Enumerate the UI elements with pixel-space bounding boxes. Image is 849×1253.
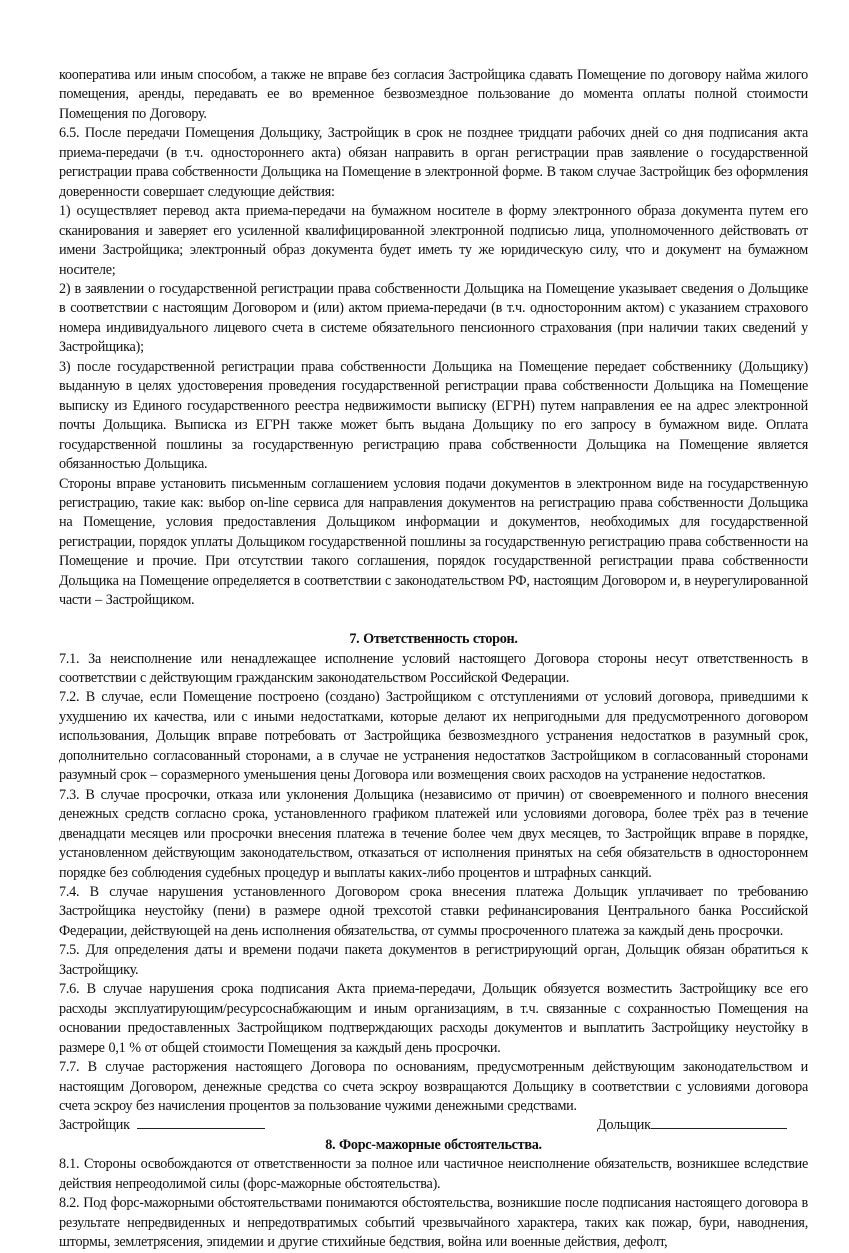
shareholder-signature-line	[651, 1114, 787, 1129]
paragraph-7-1: 7.1. За неисполнение или ненадлежащее исполнение условий настоящего Договора стороны несут ответственность в соответствии с действующим гражданским законодательством Российской Федерации.	[59, 650, 808, 687]
document-page	[59, 66, 808, 1253]
shareholder-signature-label: Дольщик	[597, 1117, 651, 1133]
paragraph-7-6: 7.6. В случае нарушения срока подписания Акта приема-передачи, Дольщик обязуется возместить Застройщику все его расходы эксплуатирующим/ресурсоснабжающим и иным организациям, в т.ч. связанные с сохранностью Помещения на основании предоставленных Застройщиком подтверждающих расходы документов и выплатить Застройщику неустойку в размере 0,1 % от общей стоимости Помещения за каждый день просрочки.	[59, 981, 808, 1056]
paragraph-8-2: 8.2. Под форс-мажорными обстоятельствами понимаются обстоятельства, возникшие после подписания настоящего договора в результате непредвиденных и непредотвратимых событий чрезвычайного характера, таких как пожар, бури, наводнения, штормы, землетрясения, эпидемии и другие стихийные бедствия, война или военные действия, дефолт,	[59, 1195, 808, 1251]
paragraph-6-5: 6.5. После передачи Помещения Дольщику, Застройщик в срок не позднее тридцати рабочих дней со дня подписания акта приема-передачи (в т.ч. одностороннего акта) обязан направить в орган регистрации прав заявление о государственной регистрации права собственности Дольщика на Помещение в электронной форме. В таком случае Застройщик без оформления доверенности совершает следующие действия:	[59, 125, 808, 200]
paragraph-7-3: 7.3. В случае просрочки, отказа или уклонения Дольщика (независимо от причин) от своевременного и полного внесения денежных средств согласно срока, установленного графиком платежей или условиями договора, более трёх раз в течение двенадцати месяцев или просрочки внесения платежа в течение более чем двух месяцев, то Застройщик вправе в порядке, установленном действующим законодательством, отказаться от исполнения принятых на себя обязательств в одностороннем порядке без соблюдения судебных процедур и выплаты каких-либо процентов и штрафных санкций.	[59, 786, 808, 881]
shareholder-signature	[597, 1114, 787, 1134]
developer-signature-line	[137, 1114, 265, 1129]
developer-signature-label: Застройщик	[59, 1117, 130, 1133]
developer-signature	[59, 1114, 265, 1134]
section-8-heading: 8. Форс-мажорные обстоятельства.	[325, 1136, 542, 1153]
paragraph-agreement: Стороны вправе установить письменным соглашением условия подачи документов в электронном виде на государственную регистрацию, такие как: выбор on-line сервиса для направления документов на регистрацию права собственности Дольщика на Помещение, условия предоставления Дольщиком информации и документов, необходимых для государственной регистрации, порядок уплаты Дольщиком государственной пошлины за государственную регистрацию права собственности на Помещение и прочие. При отсутствии такого соглашения, порядок государственной регистрации права собственности Дольщика на Помещение определяется в соответствии с законодательством РФ, настоящим Договором и, в неурегулированной части – Застройщиком.	[59, 475, 808, 609]
paragraph: кооператива или иным способом, а также не вправе без согласия Застройщика сдавать Помещение по договору найма жилого помещения, аренды, передавать ее во временное безвозмездное пользование до момента оплаты полной стоимости Помещения по Договору.	[59, 67, 808, 122]
paragraph-8-1: 8.1. Стороны освобождаются от ответственности за полное или частичное неисполнение обязательств, возникшее вследствие действия непреодолимой силы (форс-мажорные обстоятельства).	[59, 1156, 808, 1192]
section-7-heading: 7. Ответственность сторон.	[349, 631, 518, 648]
paragraph-7-7: 7.7. В случае расторжения настоящего Договора по основаниям, предусмотренным действующим законодательством и настоящим Договором, денежные средства со счета эскроу возвращаются Дольщику в соответствии с условиями договора счета эскроу без начисления процентов за пользование чужими денежными средствами.	[59, 1059, 808, 1114]
paragraph-item-2: 2) в заявлении о государственной регистрации права собственности Дольщика на Помещение указывает сведения о Дольщике в соответствии с настоящим Договором и (или) актом приема-передачи (в т.ч. односторонним актом) с указанием страхового номера индивидуального лицевого счета в системе обязательного пенсионного страхования (при наличии таких сведений у Застройщика);	[59, 280, 808, 356]
paragraph-item-1: 1) осуществляет перевод акта приема-передачи на бумажном носителе в форму электронного образа документа путем его сканирования и заверяет его усиленной квалифицированной электронной подписью лица, уполномоченного действовать от имени Застройщика; электронный образ документа будет иметь ту же юридическую силу, что и документ на бумажном носителе;	[59, 203, 808, 278]
paragraph-7-2: 7.2. В случае, если Помещение построено (создано) Застройщиком с отступлениями от условий договора, приведшими к ухудшению их качества, или с иными недостатками, которые делают их непригодными для предусмотренного договором использования, Дольщик вправе потребовать от Застройщика безвозмездного устранения недостатков в разумный срок, дополнительно согласованный сторонами, а в случае не устранения недостатков Застройщиком в согласованный сторонами разумный срок – соразмерного уменьшения цены Договора или возмещения своих расходов на устранение недостатков.	[59, 689, 808, 784]
paragraph-7-4: 7.4. В случае нарушения установленного Договором срока внесения платежа Дольщик уплачивает по требованию Застройщика неустойку (пени) в размере одной трехсотой ставки рефинансирования Центрального банка Российской Федерации, действующей на день исполнения обязательства, от суммы просроченного платежа за каждый день просрочки.	[59, 884, 808, 939]
paragraph-item-3: 3) после государственной регистрации права собственности Дольщика на Помещение передает собственнику (Дольщику) выданную в целях удостоверения проведения государственной регистрации права собственности Дольщика на Помещение выписку из Единого государственного реестра недвижимости выписку (ЕГРН) путем направления ее на адрес электронной почты Дольщика. Выписка из ЕГРН также может быть выдана Дольщику по его запросу в бумажном виде. Оплата государственной пошлины за государственную регистрацию права собственности Дольщика на Помещение является обязанностью Дольщика.	[59, 358, 808, 473]
paragraph-7-5: 7.5. Для определения даты и времени подачи пакета документов в регистрирующий орган, Дольщик обязан обратиться к Застройщику.	[59, 942, 808, 978]
